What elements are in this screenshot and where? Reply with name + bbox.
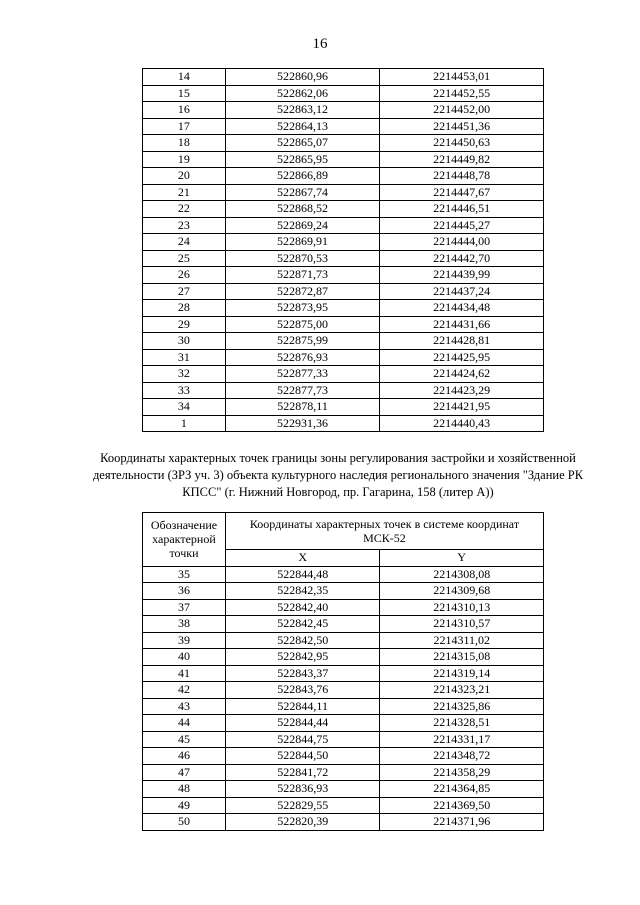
x-coordinate-cell: 522867,74 bbox=[225, 184, 380, 201]
y-coordinate-cell: 2214434,48 bbox=[380, 300, 544, 317]
table-row bbox=[143, 151, 544, 168]
y-coordinate-cell: 2214439,99 bbox=[380, 267, 544, 284]
table-row bbox=[143, 316, 544, 333]
point-number-cell: 29 bbox=[143, 316, 226, 333]
x-coordinate-cell: 522877,33 bbox=[225, 366, 380, 383]
y-coordinate-cell: 2214310,57 bbox=[380, 616, 544, 633]
table-row bbox=[143, 300, 544, 317]
x-coordinate-cell: 522844,48 bbox=[225, 566, 380, 583]
point-number-cell: 17 bbox=[143, 118, 226, 135]
table-row bbox=[143, 366, 544, 383]
table-row bbox=[143, 184, 544, 201]
table-row bbox=[143, 731, 544, 748]
y-coordinate-cell: 2214328,51 bbox=[380, 715, 544, 732]
y-coordinate-cell: 2214449,82 bbox=[380, 151, 544, 168]
table-row bbox=[143, 616, 544, 633]
y-coordinate-cell: 2214444,00 bbox=[380, 234, 544, 251]
point-number-cell: 31 bbox=[143, 349, 226, 366]
point-number-cell: 22 bbox=[143, 201, 226, 218]
table-row bbox=[143, 382, 544, 399]
x-coordinate-cell: 522836,93 bbox=[225, 781, 380, 798]
y-coordinate-cell: 2214437,24 bbox=[380, 283, 544, 300]
table-row bbox=[143, 234, 544, 251]
table-row bbox=[143, 715, 544, 732]
x-coordinate-cell: 522842,45 bbox=[225, 616, 380, 633]
table-row bbox=[143, 649, 544, 666]
y-coordinate-cell: 2214358,29 bbox=[380, 764, 544, 781]
x-coordinate-cell: 522843,37 bbox=[225, 665, 380, 682]
x-coordinate-cell: 522862,06 bbox=[225, 85, 380, 102]
point-number-cell: 16 bbox=[143, 102, 226, 119]
point-number-cell: 35 bbox=[143, 566, 226, 583]
y-coordinate-cell: 2214428,81 bbox=[380, 333, 544, 350]
x-coordinate-cell: 522872,87 bbox=[225, 283, 380, 300]
point-number-cell: 14 bbox=[143, 69, 226, 86]
point-number-cell: 44 bbox=[143, 715, 226, 732]
point-number-cell: 47 bbox=[143, 764, 226, 781]
point-number-cell: 49 bbox=[143, 797, 226, 814]
y-coordinate-cell: 2214445,27 bbox=[380, 217, 544, 234]
table-caption: Координаты характерных точек границы зоны регулирования застройки и хозяйственной деятельности (ЗРЗ уч. 3) объекта культурного наследия регионального значения "Здание РК КПСС" (г. Нижний Новгород, пр. Гагарина, 158 (литер А)) bbox=[92, 451, 584, 499]
table-row bbox=[143, 632, 544, 649]
x-coordinate-cell: 522866,89 bbox=[225, 168, 380, 185]
y-coordinate-cell: 2214308,08 bbox=[380, 566, 544, 583]
x-coordinate-cell: 522844,44 bbox=[225, 715, 380, 732]
table-row bbox=[143, 415, 544, 432]
y-coordinate-cell: 2214364,85 bbox=[380, 781, 544, 798]
point-number-cell: 38 bbox=[143, 616, 226, 633]
y-coordinate-cell: 2214452,55 bbox=[380, 85, 544, 102]
table-row bbox=[143, 349, 544, 366]
table-row bbox=[143, 267, 544, 284]
point-number-cell: 40 bbox=[143, 649, 226, 666]
point-number-cell: 25 bbox=[143, 250, 226, 267]
table-row bbox=[143, 217, 544, 234]
table-row bbox=[143, 201, 544, 218]
table-row bbox=[143, 399, 544, 416]
point-number-cell: 20 bbox=[143, 168, 226, 185]
y-coordinate-cell: 2214348,72 bbox=[380, 748, 544, 765]
table-row bbox=[143, 814, 544, 831]
y-coordinate-cell: 2214431,66 bbox=[380, 316, 544, 333]
y-coordinate-cell: 2214452,00 bbox=[380, 102, 544, 119]
x-coordinate-cell: 522820,39 bbox=[225, 814, 380, 831]
table-row bbox=[143, 85, 544, 102]
table-row bbox=[143, 566, 544, 583]
point-number-cell: 19 bbox=[143, 151, 226, 168]
x-coordinate-cell: 522829,55 bbox=[225, 797, 380, 814]
y-coordinate-cell: 2214371,96 bbox=[380, 814, 544, 831]
y-coordinate-cell: 2214447,67 bbox=[380, 184, 544, 201]
point-number-cell: 23 bbox=[143, 217, 226, 234]
y-coordinate-cell: 2214446,51 bbox=[380, 201, 544, 218]
x-coordinate-cell: 522844,11 bbox=[225, 698, 380, 715]
y-coordinate-cell: 2214421,95 bbox=[380, 399, 544, 416]
x-coordinate-cell: 522844,50 bbox=[225, 748, 380, 765]
x-coordinate-cell: 522869,24 bbox=[225, 217, 380, 234]
table-row bbox=[143, 168, 544, 185]
x-coordinate-cell: 522875,00 bbox=[225, 316, 380, 333]
table-row bbox=[143, 333, 544, 350]
point-number-cell: 24 bbox=[143, 234, 226, 251]
point-number-cell: 30 bbox=[143, 333, 226, 350]
point-number-cell: 33 bbox=[143, 382, 226, 399]
table-row bbox=[143, 69, 544, 86]
table-row bbox=[143, 781, 544, 798]
x-coordinate-cell: 522868,52 bbox=[225, 201, 380, 218]
point-number-cell: 48 bbox=[143, 781, 226, 798]
table-row bbox=[143, 748, 544, 765]
point-number-cell: 42 bbox=[143, 682, 226, 699]
table-row bbox=[143, 682, 544, 699]
table-row bbox=[143, 665, 544, 682]
x-coordinate-cell: 522860,96 bbox=[225, 69, 380, 86]
x-coordinate-cell: 522841,72 bbox=[225, 764, 380, 781]
point-number-cell: 37 bbox=[143, 599, 226, 616]
x-coordinate-cell: 522865,07 bbox=[225, 135, 380, 152]
y-coordinate-cell: 2214325,86 bbox=[380, 698, 544, 715]
x-coordinate-cell: 522870,53 bbox=[225, 250, 380, 267]
x-coordinate-cell: 522871,73 bbox=[225, 267, 380, 284]
header-x: X bbox=[225, 550, 380, 567]
y-coordinate-cell: 2214369,50 bbox=[380, 797, 544, 814]
x-coordinate-cell: 522931,36 bbox=[225, 415, 380, 432]
y-coordinate-cell: 2214440,43 bbox=[380, 415, 544, 432]
x-coordinate-cell: 522865,95 bbox=[225, 151, 380, 168]
table-row bbox=[143, 599, 544, 616]
table-row bbox=[143, 135, 544, 152]
y-coordinate-cell: 2214451,36 bbox=[380, 118, 544, 135]
point-number-cell: 50 bbox=[143, 814, 226, 831]
point-number-cell: 39 bbox=[143, 632, 226, 649]
table-row bbox=[143, 764, 544, 781]
header-point-label: Обозначение характерной точки bbox=[143, 513, 226, 567]
header-y: Y bbox=[380, 550, 544, 567]
x-coordinate-cell: 522876,93 bbox=[225, 349, 380, 366]
x-coordinate-cell: 522877,73 bbox=[225, 382, 380, 399]
y-coordinate-cell: 2214331,17 bbox=[380, 731, 544, 748]
y-coordinate-cell: 2214319,14 bbox=[380, 665, 544, 682]
point-number-cell: 43 bbox=[143, 698, 226, 715]
table-row bbox=[143, 797, 544, 814]
point-number-cell: 36 bbox=[143, 583, 226, 600]
x-coordinate-cell: 522842,40 bbox=[225, 599, 380, 616]
y-coordinate-cell: 2214453,01 bbox=[380, 69, 544, 86]
point-number-cell: 32 bbox=[143, 366, 226, 383]
point-number-cell: 27 bbox=[143, 283, 226, 300]
y-coordinate-cell: 2214450,63 bbox=[380, 135, 544, 152]
table-row bbox=[143, 118, 544, 135]
table-row bbox=[143, 102, 544, 119]
coordinates-table-continued bbox=[142, 68, 544, 432]
y-coordinate-cell: 2214442,70 bbox=[380, 250, 544, 267]
x-coordinate-cell: 522864,13 bbox=[225, 118, 380, 135]
x-coordinate-cell: 522843,76 bbox=[225, 682, 380, 699]
header-coords-label: Координаты характерных точек в системе координат МСК-52 bbox=[225, 513, 543, 550]
y-coordinate-cell: 2214424,62 bbox=[380, 366, 544, 383]
point-number-cell: 41 bbox=[143, 665, 226, 682]
point-number-cell: 28 bbox=[143, 300, 226, 317]
y-coordinate-cell: 2214315,08 bbox=[380, 649, 544, 666]
x-coordinate-cell: 522869,91 bbox=[225, 234, 380, 251]
point-number-cell: 45 bbox=[143, 731, 226, 748]
y-coordinate-cell: 2214425,95 bbox=[380, 349, 544, 366]
point-number-cell: 15 bbox=[143, 85, 226, 102]
x-coordinate-cell: 522842,50 bbox=[225, 632, 380, 649]
y-coordinate-cell: 2214448,78 bbox=[380, 168, 544, 185]
table-row bbox=[143, 250, 544, 267]
x-coordinate-cell: 522875,99 bbox=[225, 333, 380, 350]
point-number-cell: 46 bbox=[143, 748, 226, 765]
table-row bbox=[143, 583, 544, 600]
point-number-cell: 1 bbox=[143, 415, 226, 432]
point-number-cell: 34 bbox=[143, 399, 226, 416]
y-coordinate-cell: 2214323,21 bbox=[380, 682, 544, 699]
table-row bbox=[143, 283, 544, 300]
point-number-cell: 26 bbox=[143, 267, 226, 284]
coordinates-table-zrz bbox=[142, 512, 544, 831]
x-coordinate-cell: 522842,35 bbox=[225, 583, 380, 600]
page-number: 16 bbox=[312, 36, 328, 52]
x-coordinate-cell: 522842,95 bbox=[225, 649, 380, 666]
point-number-cell: 18 bbox=[143, 135, 226, 152]
y-coordinate-cell: 2214423,29 bbox=[380, 382, 544, 399]
x-coordinate-cell: 522863,12 bbox=[225, 102, 380, 119]
y-coordinate-cell: 2214311,02 bbox=[380, 632, 544, 649]
y-coordinate-cell: 2214309,68 bbox=[380, 583, 544, 600]
point-number-cell: 21 bbox=[143, 184, 226, 201]
y-coordinate-cell: 2214310,13 bbox=[380, 599, 544, 616]
x-coordinate-cell: 522873,95 bbox=[225, 300, 380, 317]
table-row bbox=[143, 698, 544, 715]
x-coordinate-cell: 522878,11 bbox=[225, 399, 380, 416]
x-coordinate-cell: 522844,75 bbox=[225, 731, 380, 748]
